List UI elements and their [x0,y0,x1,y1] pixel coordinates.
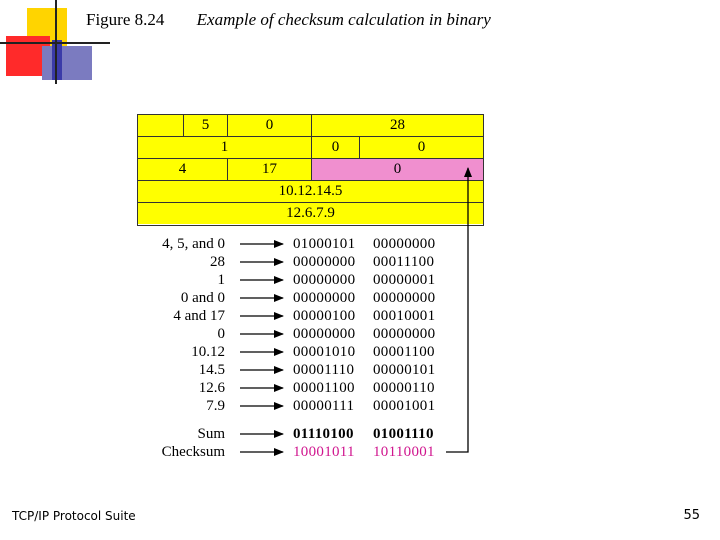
header-cell-ttl: 4 [138,159,228,180]
computation-low-byte: 00001100 [373,344,435,360]
computation-low-byte: 00000000 [373,236,436,252]
computation-label: 10.12 [191,344,225,360]
checksum-high-byte: 10001011 [293,444,355,460]
header-cell-total-length: 28 [312,115,483,136]
computation-low-byte: 00001001 [373,398,436,414]
computation-high-byte: 00000111 [293,398,355,414]
computation-label: 0 and 0 [180,290,225,306]
computation-low-byte: 00000000 [373,326,436,342]
computation-label: 7.9 [206,398,225,414]
computation-high-byte: 01000101 [293,236,356,252]
footer-book-title: TCP/IP Protocol Suite [12,509,136,523]
computation-label: 28 [210,254,225,270]
computation-low-byte: 00000000 [373,290,436,306]
computation-high-byte: 00001010 [293,344,356,360]
computation-high-byte: 00001110 [293,362,355,378]
header-cell-hlen: 5 [184,115,228,136]
computation-low-byte: 00000110 [373,380,435,396]
header-cell-protocol: 17 [228,159,312,180]
computation-low-byte: 00010001 [373,308,436,324]
computation-high-byte: 00000000 [293,290,356,306]
computation-high-byte: 00000100 [293,308,356,324]
header-cell-destination-address: 12.6.7.9 [138,203,483,224]
checksum-low-byte: 10110001 [373,444,435,460]
sum-high-byte: 01110100 [293,426,354,442]
row-arrows [240,244,283,452]
computation-label: 4, 5, and 0 [162,236,225,252]
header-cell-source-address: 10.12.14.5 [138,181,483,202]
computation-label: 1 [217,272,225,288]
computation-low-byte: 00000101 [373,362,436,378]
computation-high-byte: 00000000 [293,326,356,342]
header-cell-fragment-offset: 0 [360,137,483,158]
computation-label: 4 and 17 [173,308,225,324]
page-number: 55 [683,508,700,523]
computation-label: 12.6 [198,380,225,396]
computation-label: 0 [217,326,225,342]
figure-number: Figure 8.24 [86,10,165,29]
sum-label: Sum [197,426,225,442]
sum-low-byte: 01001110 [373,426,434,442]
computation-low-byte: 00011100 [373,254,435,270]
checksum-label: Checksum [161,444,225,460]
computation-low-byte: 00000001 [373,272,436,288]
computation-high-byte: 00001100 [293,380,355,396]
computation-high-byte: 00000000 [293,254,356,270]
header-cell-checksum: 0 [312,159,483,180]
header-cell-service: 0 [228,115,312,136]
header-cell-flags: 0 [312,137,360,158]
header-cell-identification: 1 [138,137,312,158]
checksum-return-arrow [446,168,468,452]
computation-high-byte: 00000000 [293,272,356,288]
figure-caption: Example of checksum calculation in binary [196,10,491,29]
computation-label: 14.5 [198,362,225,378]
